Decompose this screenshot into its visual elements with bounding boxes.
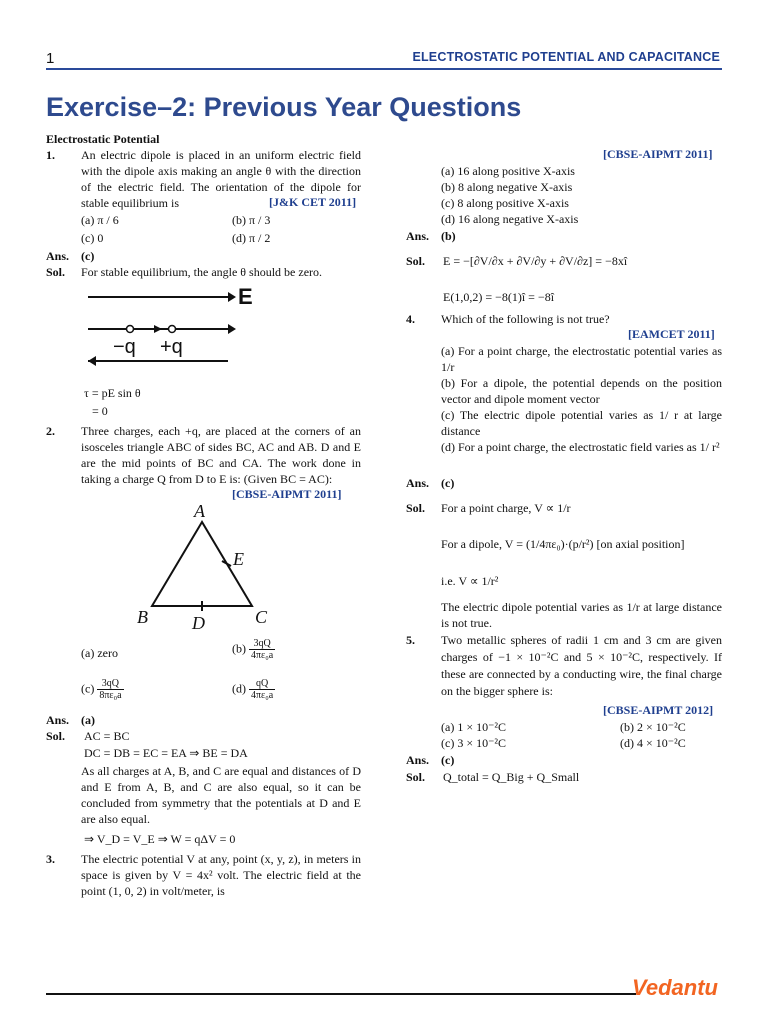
page-number: 1 [46,50,55,67]
q1-option-b: (b) π / 3 [232,213,271,227]
q5-option-b: (b) 2 × 10⁻²C [620,720,686,734]
q5-sol-label: Sol. [406,770,426,784]
vedantu-logo[interactable]: Vedantu [632,975,718,1000]
q3-option-a: (a) 16 along positive X-axis [441,164,575,178]
q4-ans: (c) [441,476,455,490]
q3-number: 3. [46,852,55,866]
fig-pos-charge: +q [160,336,183,358]
q4-sol-label: Sol. [406,501,426,515]
q4-sol2: For a dipole, V = (1/4πε₀)·(p/r²) [on axial position] [441,537,685,551]
q4-ans-label: Ans. [406,476,430,490]
vertex-a: A [194,501,205,521]
fig-neg-charge: −q [113,336,136,358]
q3-sol-label: Sol. [406,254,426,268]
exercise-title: Exercise–2: Previous Year Questions [46,92,522,122]
q4-option-d: (d) For a point charge, the electrostatic field varies as 1/ r² [441,440,720,454]
q2-option-d [232,678,275,701]
q3-option-d: (d) 16 along negative X-axis [441,212,579,226]
q3-sol1: E = −[∂V/∂x + ∂V/∂y + ∂V/∂z] = −8xî [443,254,628,268]
q2-sol4: ⇒ V_D = V_E ⇒ W = qΔV = 0 [84,832,236,846]
q5-option-c: (c) 3 × 10⁻²C [441,736,507,750]
header-divider [46,68,722,70]
q1-option-d: (d) π / 2 [232,231,271,245]
q2-tag: [CBSE-AIPMT 2011] [232,487,342,501]
q1-option-c: (c) 0 [81,231,104,245]
q1-sol-label: Sol. [46,265,66,279]
q3-sol2: E(1,0,2) = −8(1)î = −8î [443,290,555,304]
footer-divider [46,993,636,995]
q4-sol3: i.e. V ∝ 1/r² [441,574,499,588]
q2-sol-label: Sol. [46,729,66,743]
q5-sol1: Q_total = Q_Big + Q_Small [443,770,580,784]
vertex-b: B [137,607,148,627]
q1-ans-label: Ans. [46,249,70,263]
chapter-title: ELECTROSTATIC POTENTIAL AND CAPACITANCE [412,50,720,64]
q2-option-d-num: qQ [249,678,275,690]
q1-eq1: τ = pE sin θ [84,386,141,400]
q2-option-b-num: 3qQ [249,638,275,650]
q3-text: The electric potential V at any, point (x, y, z), in meters in space is given by V = 4x² volt. The electric field at the point (1, 0, 2) in volt/meter, is [81,852,361,898]
q5-tag: [CBSE-AIPMT 2012] [603,703,714,717]
q5-option-a: (a) 1 × 10⁻²C [441,720,507,734]
q2-sol3: As all charges at A, B, and C are equal and distances of D and E from A, B, and C are also equal, so it can be concluded from symmetry that the potentials at D and E are also equal. [81,764,361,826]
q4-option-c: (c) The electric dipole potential varies as 1/ r at large distance [441,408,722,438]
q5-option-d: (d) 4 × 10⁻²C [620,736,686,750]
q2-number: 2. [46,424,55,438]
q1-ans: (c) [81,249,95,263]
q2-ans: (a) [81,713,95,727]
q5-text: Two metallic spheres of radii 1 cm and 3 cm are given charges of −1 × 10⁻²C and 5 × 10⁻²C, respectively. If these are connected by a conducting wire, the final charge on the bigger sphere is: [441,633,722,698]
q4-option-a: (a) For a point charge, the electrostatic potential varies as 1/r [441,344,722,374]
q3-tag: [CBSE-AIPMT 2011] [603,147,713,161]
q1-number: 1. [46,148,55,162]
q2-option-a: (a) zero [81,646,118,660]
q3-ans: (b) [441,229,456,243]
q2-text: Three charges, each +q, are placed at the corners of an isosceles triangle ABC of sides BC, AC and AB. D and E are the mid points of BC and CA. The work done in taking a charge Q from D to E is: (Given BC = AC): [81,424,361,486]
q2-sol2: DC = DB = EC = EA ⇒ BE = DA [84,746,248,760]
q3-option-b: (b) 8 along negative X-axis [441,180,573,194]
q1-sol: For stable equilibrium, the angle θ should be zero. [81,265,323,279]
q1-option-a: (a) π / 6 [81,213,119,227]
q2-option-b-den: 4πε₀a [251,650,274,661]
q4-sol4: The electric dipole potential varies as 1/r at large distance is not true. [441,600,722,630]
q2-option-c-num: 3qQ [97,678,123,690]
midpoint-d: D [192,613,205,633]
q2-option-b-label: (b) [232,641,246,656]
q3-ans-label: Ans. [406,229,430,243]
fig-e-label: E [238,284,253,309]
q1-tag: [J&K CET 2011] [269,195,357,209]
q4-tag: [EAMCET 2011] [628,327,715,341]
q4-number: 4. [406,312,415,326]
q2-option-d-den: 4πε₀a [251,690,274,701]
q1-text: An electric dipole is placed in an uniform electric field with the dipole axis making an angle θ with the direction of the electric field. The orientation of the dipole for stable equilibrium is [81,148,361,210]
q4-option-b: (b) For a dipole, the potential depends on the position vector and dipole moment vector [441,376,722,406]
q5-ans-label: Ans. [406,753,430,767]
q2-option-c-den: 8πε₀a [99,690,122,701]
q2-option-c-label: (c) [81,681,95,696]
vertex-c: C [255,607,268,627]
q5-ans: (c) [441,753,455,767]
q2-option-b [232,638,275,661]
midpoint-e: E [233,549,244,569]
section-heading: Electrostatic Potential [46,132,160,146]
q5-number: 5. [406,633,415,647]
q4-sol1: For a point charge, V ∝ 1/r [441,501,571,515]
q2-sol1: AC = BC [84,729,130,743]
q4-text: Which of the following is not true? [441,312,610,326]
q1-eq2: = 0 [92,404,108,418]
q2-option-d-label: (d) [232,681,246,696]
q3-option-c: (c) 8 along positive X-axis [441,196,569,210]
q2-ans-label: Ans. [46,713,70,727]
q2-option-c [81,678,124,701]
